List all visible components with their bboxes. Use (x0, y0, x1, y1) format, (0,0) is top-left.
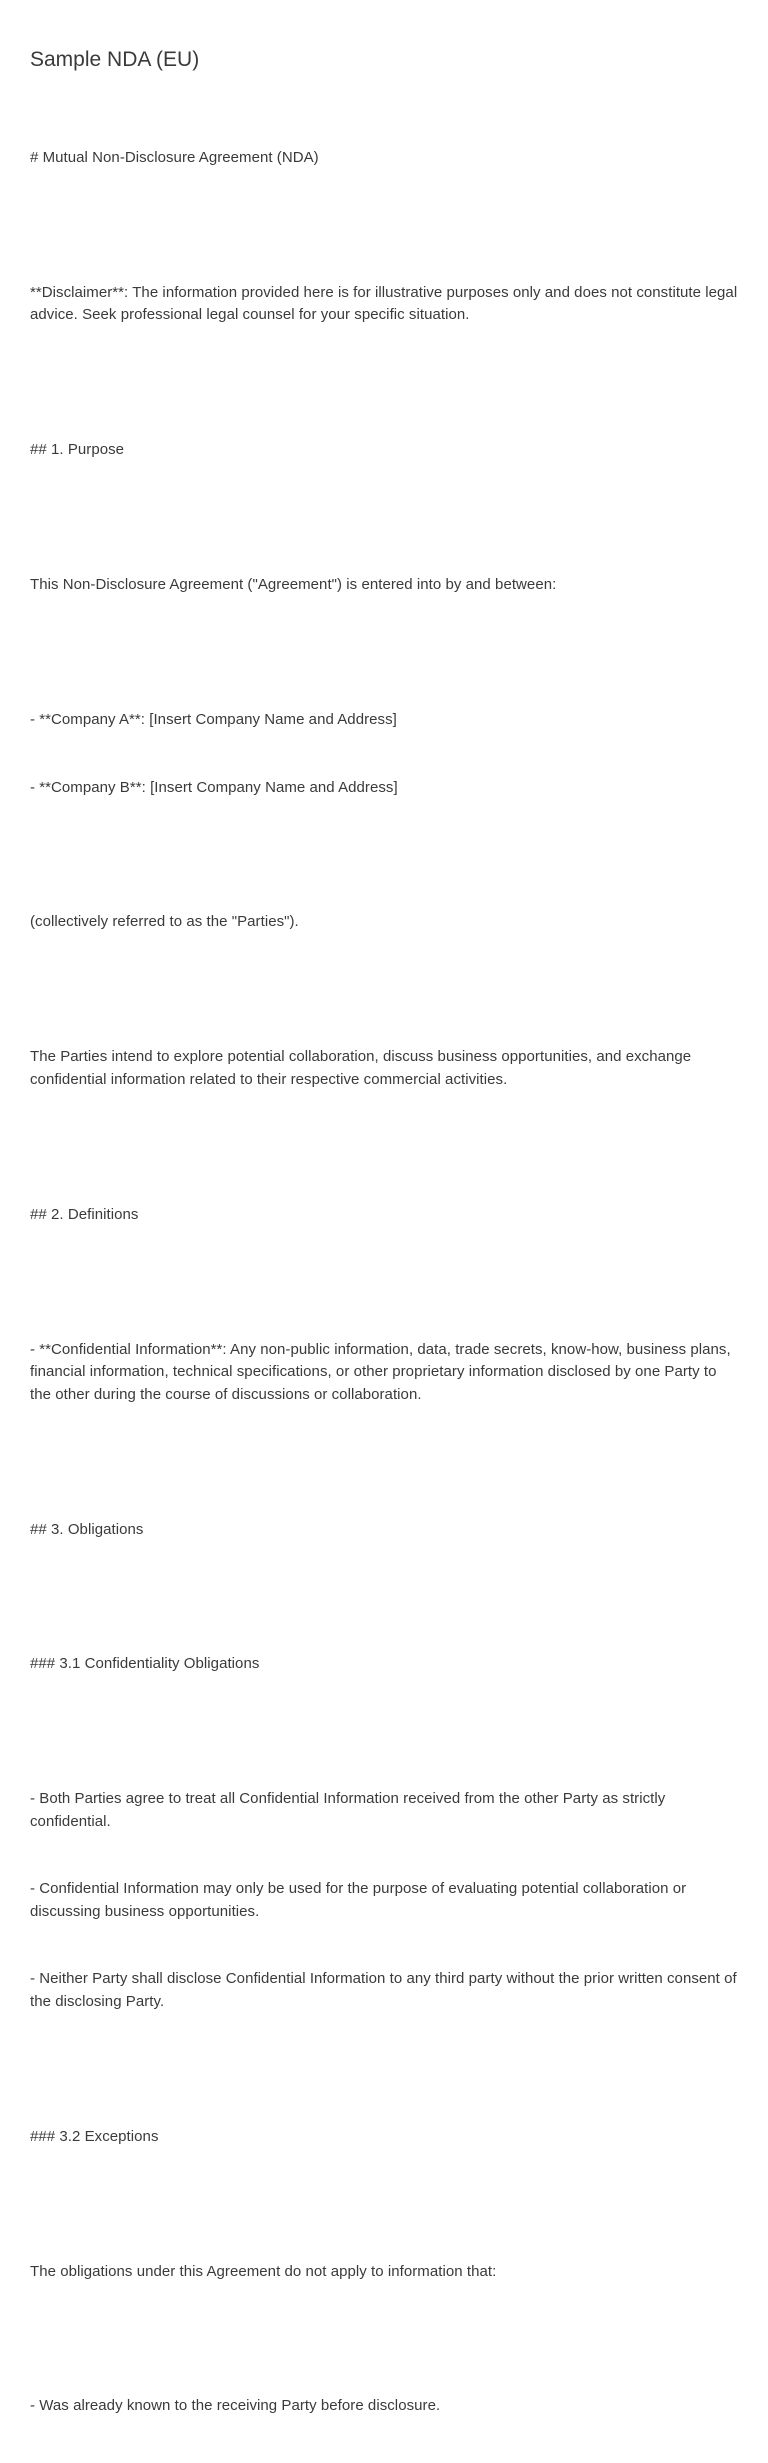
list-item-obligation-2: - Confidential Information may only be used for the purpose of evaluating potential collaboration or discussing business opportunities. (30, 1880, 691, 1920)
blank-line (30, 1451, 738, 1473)
heading-definitions: ## 2. Definitions (30, 1205, 139, 1223)
document-body (30, 102, 742, 2463)
blank-line (30, 1271, 738, 1293)
blank-line (30, 979, 738, 1001)
list-item-company-a: - **Company A**: [Insert Company Name and Address] (30, 711, 397, 729)
exceptions-intro: The obligations under this Agreement do not apply to information that: (30, 2262, 497, 2280)
heading-obligations: ## 3. Obligations (30, 1520, 144, 1538)
parties-note: (collectively referred to as the "Parties"). (30, 913, 299, 931)
blank-line (30, 1136, 738, 1158)
purpose-intro: This Non-Disclosure Agreement ("Agreement") is entered into by and between: (30, 576, 557, 594)
list-item-obligation-3: - Neither Party shall disclose Confidential Information to any third party without the prior written consent of the disclosing Party. (30, 1970, 741, 2010)
blank-line (30, 844, 738, 866)
purpose-paragraph: The Parties intend to explore potential collaboration, discuss business opportunities, and exchange confidential information related to their respective commercial activities. (30, 1048, 696, 1088)
blank-line (30, 642, 738, 664)
heading-agreement: # Mutual Non-Disclosure Agreement (NDA) (30, 149, 319, 166)
heading-exceptions: ### 3.2 Exceptions (30, 2127, 159, 2145)
blank-line (30, 1586, 738, 1608)
list-item-obligation-1: - Both Parties agree to treat all Confidential Information received from the other Party as strictly confidential. (30, 1790, 670, 1830)
heading-confidentiality-obligations: ### 3.1 Confidentiality Obligations (30, 1655, 260, 1673)
blank-line (30, 507, 738, 529)
blank-line (30, 2328, 738, 2350)
heading-purpose: ## 1. Purpose (30, 441, 125, 459)
list-item-company-b: - **Company B**: [Insert Company Name and Address] (30, 778, 398, 796)
disclaimer-paragraph: **Disclaimer**: The information provided here is for illustrative purposes only and does not constitute legal advice. Seek professional legal counsel for your specific situation. (30, 283, 742, 324)
blank-line (30, 2058, 738, 2080)
list-item-confidential-information: - **Confidential Information**: Any non-public information, data, trade secrets, know-how, business plans, financial information, technical specifications, or other proprietary information disclosed by one Party to the other during the course of discussions or collaboration. (30, 1340, 735, 1403)
list-item-exception-1: - Was already known to the receiving Party before disclosure. (30, 2397, 441, 2415)
blank-line (30, 215, 738, 237)
blank-line (30, 2193, 738, 2215)
blank-line (30, 1721, 738, 1743)
page-title: Sample NDA (EU) (30, 48, 200, 71)
blank-line (30, 372, 738, 394)
